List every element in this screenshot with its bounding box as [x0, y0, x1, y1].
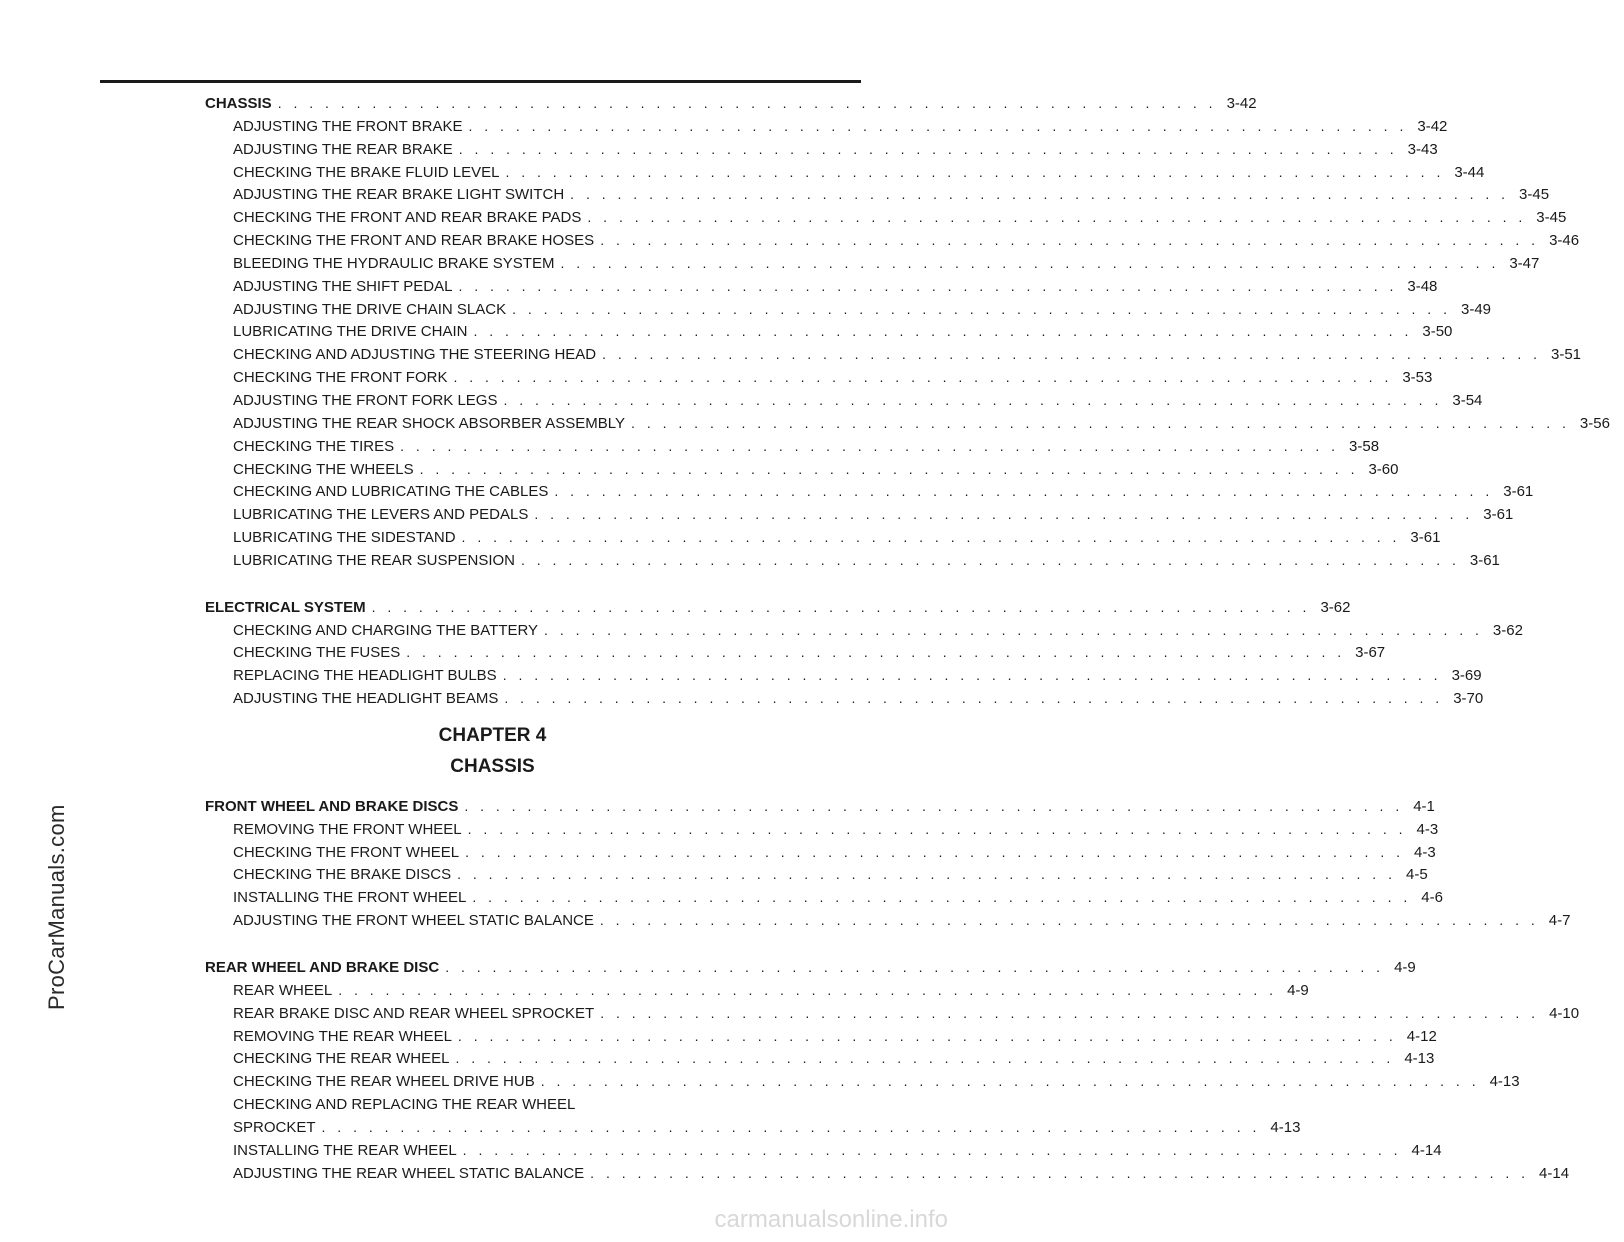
page-number: 3-61 — [1503, 483, 1534, 501]
toc-entry[interactable] — [205, 1002, 1580, 1025]
dot-leader: . . . . . . . . . . . . . . . . . . . . . . . . . . . . . . . . . . . . . . . . . . . . . . . . . . . . . . . . . . . . — [472, 889, 1412, 906]
entry-label: INSTALLING THE FRONT WHEEL — [233, 889, 467, 907]
entry-label: ADJUSTING THE FRONT FORK LEGS — [233, 391, 498, 409]
side-watermark: ProCarManuals.com — [44, 804, 69, 1010]
dot-leader: . . . . . . . . . . . . . . . . . . . . . . . . . . . . . . . . . . . . . . . . . . . . . . . . . . . . . . . . . . . . — [371, 598, 1311, 615]
toc-entry[interactable] — [205, 115, 1448, 138]
toc-entry[interactable] — [205, 1047, 1435, 1070]
section-spacer — [205, 572, 790, 596]
toc-entry[interactable] — [205, 1139, 1442, 1162]
entry-label: ADJUSTING THE FRONT BRAKE — [233, 117, 463, 135]
section-title: REAR WHEEL AND BRAKE DISC — [205, 959, 440, 976]
toc-entry[interactable] — [205, 526, 1441, 549]
dot-leader: . . . . . . . . . . . . . . . . . . . . . . . . . . . . . . . . . . . . . . . . . . . . . . . . . . . . . . . . . . . . — [602, 346, 1541, 363]
toc-entry[interactable] — [205, 641, 1386, 664]
toc-entry[interactable] — [205, 183, 1550, 206]
toc-entry[interactable] — [205, 229, 1580, 252]
dot-leader: . . . . . . . . . . . . . . . . . . . . . . . . . . . . . . . . . . . . . . . . . . . . . . . . . . . . . . . . . . . . — [631, 414, 1570, 431]
dot-leader: . . . . . . . . . . . . . . . . . . . . . . . . . . . . . . . . . . . . . . . . . . . . . . . . . . . . . . . . . . . . — [458, 140, 1398, 157]
page-number: 3-61 — [1483, 506, 1514, 524]
toc-entry[interactable] — [205, 818, 1439, 841]
chapter-title: CHASSIS — [450, 755, 535, 777]
entry-label: CHECKING AND ADJUSTING THE STEERING HEAD — [233, 346, 597, 364]
dot-leader: . . . . . . . . . . . . . . . . . . . . . . . . . . . . . . . . . . . . . . . . . . . . . . . . . . . . . . . . . . . . — [554, 483, 1494, 500]
dot-leader: . . . . . . . . . . . . . . . . . . . . . . . . . . . . . . . . . . . . . . . . . . . . . . . . . . . . . . . . . . . . — [277, 95, 1217, 111]
entry-label: REAR WHEEL — [233, 981, 333, 999]
page-number: 3-62 — [1492, 621, 1523, 639]
page-number: 3-42 — [1226, 95, 1257, 112]
page-number: 3-69 — [1451, 667, 1482, 685]
entry-label: CHECKING AND REPLACING THE REAR WHEEL — [233, 1096, 576, 1114]
entry-label: BLEEDING THE HYDRAULIC BRAKE SYSTEM — [233, 254, 555, 272]
entry-label: CHECKING AND LUBRICATING THE CABLES — [233, 483, 549, 501]
toc-entry[interactable] — [205, 1070, 1520, 1093]
toc-section-heading[interactable] — [205, 956, 1416, 979]
page-number: 3-62 — [1320, 598, 1351, 616]
toc-section-heading[interactable] — [205, 596, 1351, 619]
toc-entry[interactable] — [205, 1162, 1570, 1185]
entry-label: REPLACING THE HEADLIGHT BULBS — [233, 667, 497, 685]
toc-entry[interactable] — [205, 1093, 790, 1116]
dot-leader: . . . . . . . . . . . . . . . . . . . . . . . . . . . . . . . . . . . . . . . . . . . . . . . . . . . . . . . . . . . . — [338, 981, 1278, 998]
entry-label: CHECKING THE REAR WHEEL — [233, 1050, 450, 1068]
page-number: 3-61 — [1410, 529, 1441, 547]
toc-entry[interactable] — [205, 366, 1433, 389]
entry-label: REMOVING THE REAR WHEEL — [233, 1027, 452, 1045]
entry-label: CHECKING THE FRONT WHEEL — [233, 843, 460, 861]
entry-label: CHECKING THE WHEELS — [233, 460, 414, 478]
page-number: 4-3 — [1416, 820, 1439, 838]
page-number: 3-44 — [1454, 163, 1485, 181]
entry-label: LUBRICATING THE DRIVE CHAIN — [233, 323, 468, 341]
page-number: 3-42 — [1417, 117, 1448, 135]
page-number: 4-13 — [1270, 1118, 1301, 1136]
dot-leader: . . . . . . . . . . . . . . . . . . . . . . . . . . . . . . . . . . . . . . . . . . . . . . . . . . . . . . . . . . . . — [464, 797, 1404, 814]
page-number: 4-10 — [1549, 1004, 1580, 1022]
page-number: 4-1 — [1413, 797, 1435, 815]
entry-label: ADJUSTING THE DRIVE CHAIN SLACK — [233, 300, 507, 318]
toc-sections-after — [205, 795, 1580, 1185]
page-number: 3-47 — [1509, 254, 1540, 272]
entry-label: REAR BRAKE DISC AND REAR WHEEL SPROCKET — [233, 1004, 595, 1022]
page-number: 3-46 — [1549, 232, 1580, 250]
toc-entry[interactable] — [205, 161, 1485, 184]
toc-entry[interactable] — [205, 503, 1514, 526]
page-number: 4-5 — [1405, 866, 1428, 884]
toc-entry[interactable] — [205, 549, 1500, 572]
page-number: 3-51 — [1551, 346, 1582, 364]
dot-leader: . . . . . . . . . . . . . . . . . . . . . . . . . . . . . . . . . . . . . . . . . . . . . . . . . . . . . . . . . . . . — [445, 959, 1385, 975]
page-number: 3-48 — [1407, 277, 1438, 295]
toc-entry[interactable] — [205, 909, 1571, 932]
dot-leader: . . . . . . . . . . . . . . . . . . . . . . . . . . . . . . . . . . . . . . . . . . . . . . . . . . . . . . . . . . . . — [503, 391, 1443, 408]
page-number: 4-14 — [1411, 1141, 1442, 1159]
section-title: FRONT WHEEL AND BRAKE DISCS — [205, 797, 459, 815]
page-number: 4-6 — [1421, 889, 1443, 907]
entry-label: LUBRICATING THE SIDESTAND — [233, 529, 456, 547]
entry-label: ADJUSTING THE REAR WHEEL STATIC BALANCE — [233, 1164, 585, 1182]
page-number: 3-60 — [1368, 460, 1399, 478]
dot-leader: . . . . . . . . . . . . . . . . . . . . . . . . . . . . . . . . . . . . . . . . . . . . . . . . . . . . . . . . . . . . — [540, 1073, 1480, 1090]
toc-entry[interactable] — [205, 320, 1453, 343]
toc-entry[interactable] — [205, 275, 1438, 298]
dot-leader: . . . . . . . . . . . . . . . . . . . . . . . . . . . . . . . . . . . . . . . . . . . . . . . . . . . . . . . . . . . . — [465, 843, 1405, 860]
dot-leader: . . . . . . . . . . . . . . . . . . . . . . . . . . . . . . . . . . . . . . . . . . . . . . . . . . . . . . . . . . . . — [590, 1164, 1530, 1181]
dot-leader: . . . . . . . . . . . . . . . . . . . . . . . . . . . . . . . . . . . . . . . . . . . . . . . . . . . . . . . . . . . . — [587, 209, 1527, 226]
entry-label: CHECKING THE TIRES — [233, 437, 395, 455]
dot-leader: . . . . . . . . . . . . . . . . . . . . . . . . . . . . . . . . . . . . . . . . . . . . . . . . . . . . . . . . . . . . — [468, 117, 1408, 134]
toc-entry[interactable] — [205, 252, 1540, 275]
dot-leader: . . . . . . . . . . . . . . . . . . . . . . . . . . . . . . . . . . . . . . . . . . . . . . . . . . . . . . . . . . . . — [570, 186, 1510, 203]
entry-label: ADJUSTING THE SHIFT PEDAL — [233, 277, 453, 295]
toc-entry[interactable] — [205, 458, 1399, 481]
page-number: 3-56 — [1579, 414, 1610, 432]
dot-leader: . . . . . . . . . . . . . . . . . . . . . . . . . . . . . . . . . . . . . . . . . . . . . . . . . . . . . . . . . . . . — [400, 437, 1340, 454]
entry-label: CHECKING THE FRONT AND REAR BRAKE HOSES — [233, 232, 595, 250]
page-number: 3-49 — [1460, 300, 1492, 318]
dot-leader: . . . . . . . . . . . . . . . . . . . . . . . . . . . . . . . . . . . . . . . . . . . . . . . . . . . . . . . . . . . . — [458, 277, 1398, 294]
page-number: 3-67 — [1355, 644, 1386, 662]
page-number: 4-13 — [1404, 1050, 1435, 1068]
page-number: 4-3 — [1414, 843, 1436, 861]
dot-leader: . . . . . . . . . . . . . . . . . . . . . . . . . . . . . . . . . . . . . . . . . . . . . . . . . . . . . . . . . . . . — [321, 1118, 1261, 1135]
entry-label: ADJUSTING THE FRONT WHEEL STATIC BALANCE — [233, 912, 594, 930]
dot-leader: . . . . . . . . . . . . . . . . . . . . . . . . . . . . . . . . . . . . . . . . . . . . . . . . . . . . . . . . . . . . — [521, 551, 1460, 568]
chapter-heading — [205, 710, 790, 795]
toc-entry[interactable] — [205, 412, 1610, 435]
top-rule — [100, 80, 861, 83]
toc-entry[interactable] — [205, 138, 1438, 161]
chapter-number: CHAPTER 4 — [438, 724, 547, 746]
toc-entry[interactable] — [205, 687, 1484, 710]
dot-leader: . . . . . . . . . . . . . . . . . . . . . . . . . . . . . . . . . . . . . . . . . . . . . . . . . . . . . . . . . . . . — [600, 1004, 1540, 1021]
entry-label: REMOVING THE FRONT WHEEL — [233, 820, 462, 838]
dot-leader: . . . . . . . . . . . . . . . . . . . . . . . . . . . . . . . . . . . . . . . . . . . . . . . . . . . . . . . . . . . . — [457, 866, 1396, 883]
dot-leader: . . . . . . . . . . . . . . . . . . . . . . . . . . . . . . . . . . . . . . . . . . . . . . . . . . . . . . . . . . . . — [419, 460, 1359, 477]
page-number: 4-12 — [1406, 1027, 1437, 1045]
toc-entry[interactable] — [205, 298, 1492, 321]
dot-leader: . . . . . . . . . . . . . . . . . . . . . . . . . . . . . . . . . . . . . . . . . . . . . . . . . . . . . . . . . . . . — [599, 912, 1539, 929]
toc-entry[interactable] — [205, 841, 1436, 864]
toc-entry[interactable] — [205, 206, 1567, 229]
section-spacer — [205, 932, 790, 956]
page-number: 3-50 — [1422, 323, 1453, 341]
dot-leader: . . . . . . . . . . . . . . . . . . . . . . . . . . . . . . . . . . . . . . . . . . . . . . . . . . . . . . . . . . . . — [560, 254, 1500, 271]
entry-label: ADJUSTING THE REAR BRAKE — [233, 140, 453, 158]
dot-leader: . . . . . . . . . . . . . . . . . . . . . . . . . . . . . . . . . . . . . . . . . . . . . . . . . . . . . . . . . . . . — [467, 820, 1407, 837]
toc-entry[interactable] — [205, 619, 1523, 642]
toc-entry[interactable] — [205, 979, 1309, 1002]
dot-leader: . . . . . . . . . . . . . . . . . . . . . . . . . . . . . . . . . . . . . . . . . . . . . . . . . . . . . . . . . . . . — [461, 529, 1401, 546]
toc-section-heading[interactable] — [205, 92, 1257, 115]
entry-label: CHECKING THE FRONT FORK — [233, 369, 448, 387]
entry-label: SPROCKET — [233, 1118, 316, 1136]
entry-label: ADJUSTING THE HEADLIGHT BEAMS — [233, 690, 499, 708]
toc-entry[interactable] — [205, 343, 1582, 366]
dot-leader: . . . . . . . . . . . . . . . . . . . . . . . . . . . . . . . . . . . . . . . . . . . . . . . . . . . . . . . . . . . . — [473, 323, 1413, 340]
toc-entry[interactable] — [205, 1025, 1437, 1048]
entry-label: ADJUSTING THE REAR SHOCK ABSORBER ASSEMBLY — [233, 414, 626, 432]
page-number: 4-7 — [1548, 912, 1571, 930]
page-number: 4-9 — [1287, 981, 1309, 999]
page-number: 3-53 — [1402, 369, 1433, 387]
entry-label: CHECKING THE FRONT AND REAR BRAKE PADS — [233, 209, 582, 227]
entry-label: CHECKING AND CHARGING THE BATTERY — [233, 621, 539, 639]
section-title: CHASSIS — [205, 95, 272, 112]
page-number: 3-61 — [1469, 551, 1500, 569]
page-number: 3-43 — [1407, 140, 1438, 158]
toc-entry[interactable] — [205, 389, 1483, 412]
entry-label: ADJUSTING THE REAR BRAKE LIGHT SWITCH — [233, 186, 565, 204]
page-number: 3-45 — [1519, 186, 1550, 204]
dot-leader: . . . . . . . . . . . . . . . . . . . . . . . . . . . . . . . . . . . . . . . . . . . . . . . . . . . . . . . . . . . . — [406, 644, 1346, 661]
page-number: 3-45 — [1536, 209, 1567, 227]
dot-leader: . . . . . . . . . . . . . . . . . . . . . . . . . . . . . . . . . . . . . . . . . . . . . . . . . . . . . . . . . . . . — [457, 1027, 1397, 1044]
entry-label: LUBRICATING THE REAR SUSPENSION — [233, 551, 515, 569]
entry-label: CHECKING THE BRAKE DISCS — [233, 866, 452, 884]
entry-label: CHECKING THE FUSES — [233, 644, 401, 662]
toc-entry[interactable] — [205, 480, 1534, 503]
dot-leader: . . . . . . . . . . . . . . . . . . . . . . . . . . . . . . . . . . . . . . . . . . . . . . . . . . . . . . . . . . . . — [544, 621, 1483, 638]
entry-label: INSTALLING THE REAR WHEEL — [233, 1141, 457, 1159]
page-number: 3-54 — [1452, 391, 1483, 409]
dot-leader: . . . . . . . . . . . . . . . . . . . . . . . . . . . . . . . . . . . . . . . . . . . . . . . . . . . . . . . . . . . . — [453, 369, 1393, 386]
toc-entry[interactable] — [205, 664, 1482, 687]
entry-label: CHECKING THE BRAKE FLUID LEVEL — [233, 163, 500, 181]
dot-leader: . . . . . . . . . . . . . . . . . . . . . . . . . . . . . . . . . . . . . . . . . . . . . . . . . . . . . . . . . . . . — [505, 163, 1445, 180]
toc-section-heading[interactable] — [205, 795, 1435, 818]
page-number: 4-13 — [1489, 1073, 1520, 1091]
section-title: ELECTRICAL SYSTEM — [205, 598, 366, 616]
toc-entry[interactable] — [205, 1116, 1301, 1139]
dot-leader: . . . . . . . . . . . . . . . . . . . . . . . . . . . . . . . . . . . . . . . . . . . . . . . . . . . . . . . . . . . . — [455, 1050, 1395, 1067]
dot-leader: . . . . . . . . . . . . . . . . . . . . . . . . . . . . . . . . . . . . . . . . . . . . . . . . . . . . . . . . . . . . — [512, 300, 1451, 317]
page-number: 4-14 — [1539, 1164, 1570, 1182]
bottom-watermark: carmanualsonline.info — [714, 1206, 948, 1233]
entry-label: CHECKING THE REAR WHEEL DRIVE HUB — [233, 1073, 535, 1091]
dot-leader: . . . . . . . . . . . . . . . . . . . . . . . . . . . . . . . . . . . . . . . . . . . . . . . . . . . . . . . . . . . . — [502, 667, 1442, 684]
table-of-contents — [205, 92, 1610, 1184]
toc-entry[interactable] — [205, 886, 1443, 909]
toc-entry[interactable] — [205, 863, 1428, 886]
dot-leader: . . . . . . . . . . . . . . . . . . . . . . . . . . . . . . . . . . . . . . . . . . . . . . . . . . . . . . . . . . . . — [600, 232, 1540, 249]
toc-sections-before — [205, 92, 1610, 710]
dot-leader: . . . . . . . . . . . . . . . . . . . . . . . . . . . . . . . . . . . . . . . . . . . . . . . . . . . . . . . . . . . . — [534, 506, 1474, 523]
dot-leader: . . . . . . . . . . . . . . . . . . . . . . . . . . . . . . . . . . . . . . . . . . . . . . . . . . . . . . . . . . . . — [504, 690, 1444, 707]
toc-entry[interactable] — [205, 435, 1380, 458]
entry-label: LUBRICATING THE LEVERS AND PEDALS — [233, 506, 529, 524]
page-number: 3-58 — [1349, 437, 1380, 455]
dot-leader: . . . . . . . . . . . . . . . . . . . . . . . . . . . . . . . . . . . . . . . . . . . . . . . . . . . . . . . . . . . . — [462, 1141, 1402, 1158]
page-number: 3-70 — [1453, 690, 1484, 708]
page-number: 4-9 — [1394, 959, 1416, 976]
